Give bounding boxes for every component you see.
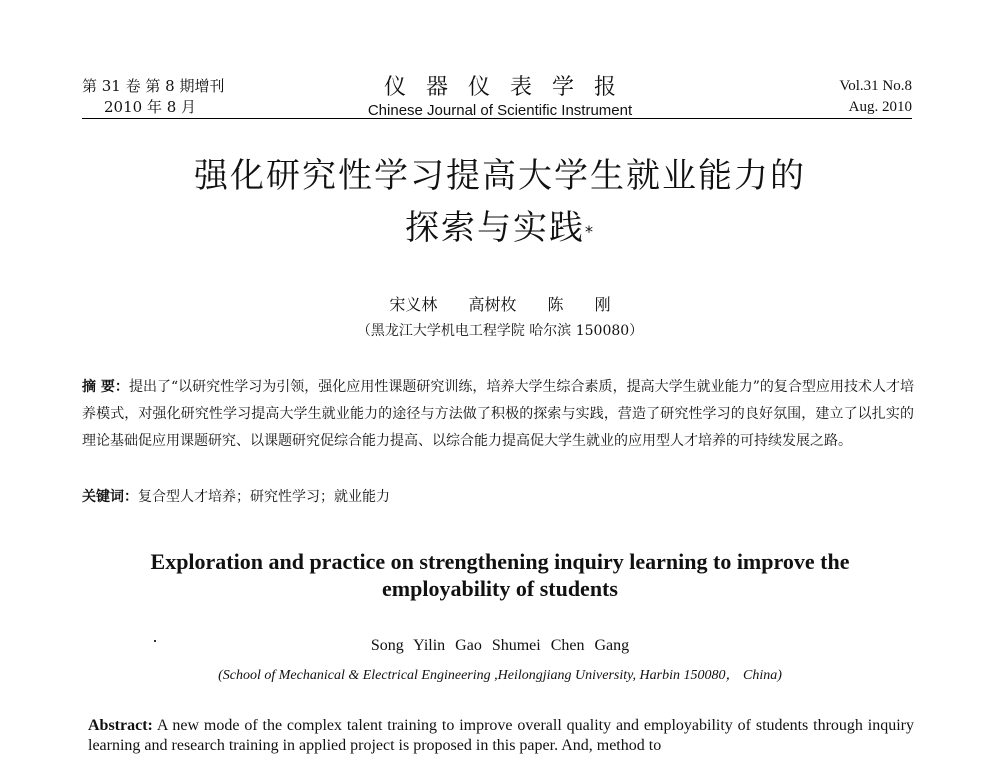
abstract-en-label: Abstract: bbox=[88, 717, 153, 734]
paper-title-cn-line1: 强化研究性学习提高大学生就业能力的 bbox=[194, 156, 806, 196]
abstract-cn-label: 摘 要： bbox=[82, 379, 129, 395]
volume-issue: 第 31 卷 第 8 期增刊 bbox=[82, 77, 225, 95]
abstract-en-text: A new mode of the complex talent training to improve overall quality and employability of students through inquiry learning and research training in applied project is proposed in this paper. And, method to bbox=[88, 717, 914, 754]
keywords-cn-text: 复合型人才培养；研究性学习；就业能力 bbox=[138, 489, 390, 505]
footnote-mark: * bbox=[585, 222, 595, 241]
keywords-cn bbox=[82, 484, 914, 510]
journal-title bbox=[330, 76, 670, 121]
keywords-cn-label: 关键词： bbox=[82, 489, 138, 505]
issue-date-cn: 2010 年 8 月 bbox=[104, 98, 197, 116]
authors-en: Song Yilin Gao Shumei Chen Gang bbox=[370, 637, 630, 654]
journal-title-en: Chinese Journal of Scientific Instrument bbox=[367, 102, 633, 119]
paper-title-en: Exploration and practice on strengthening inquiry learning to improve the employability of students bbox=[150, 549, 850, 601]
issue-date-en: Aug. 2010 bbox=[848, 99, 912, 115]
authors-cn: 宋义林 高树枚 陈 刚 bbox=[389, 295, 611, 314]
journal-title-cn: 仪器仪表学报 bbox=[383, 75, 636, 100]
paper-title-cn-line2 bbox=[80, 202, 920, 254]
abstract-cn-text: 提出了“以研究性学习为引领，强化应用性课题研究训练，培养大学生综合素质，提高大学生就业能力”的复合型应用技术人才培养模式，对强化研究性学习提高大学生就业能力的途径与方法做了积极的探索与实践，营造了研究性学习的良好氛围，建立了以扎实的理论基础促应用课题研究、以课题研究促综合能力提高、以综合能力提高促大学生就业的应用型人才培养的可持续发展之路。 bbox=[82, 379, 915, 449]
volume-info-en bbox=[712, 76, 912, 118]
affiliation-en: (School of Mechanical & Electrical Engineering ,Heilongjiang University, Harbin 150080， China) bbox=[218, 668, 782, 683]
paper-title-cn-line2-text: 探索与实践 bbox=[405, 208, 585, 248]
volume-number-en: Vol.31 No.8 bbox=[839, 78, 912, 94]
paper-title-cn bbox=[80, 150, 920, 254]
header-rule bbox=[82, 118, 912, 119]
affiliation-cn: （黑龙江大学机电工程学院 哈尔滨 150080） bbox=[356, 323, 644, 339]
abstract-en bbox=[88, 716, 914, 756]
issue-info bbox=[82, 76, 302, 118]
abstract-cn bbox=[82, 374, 914, 455]
